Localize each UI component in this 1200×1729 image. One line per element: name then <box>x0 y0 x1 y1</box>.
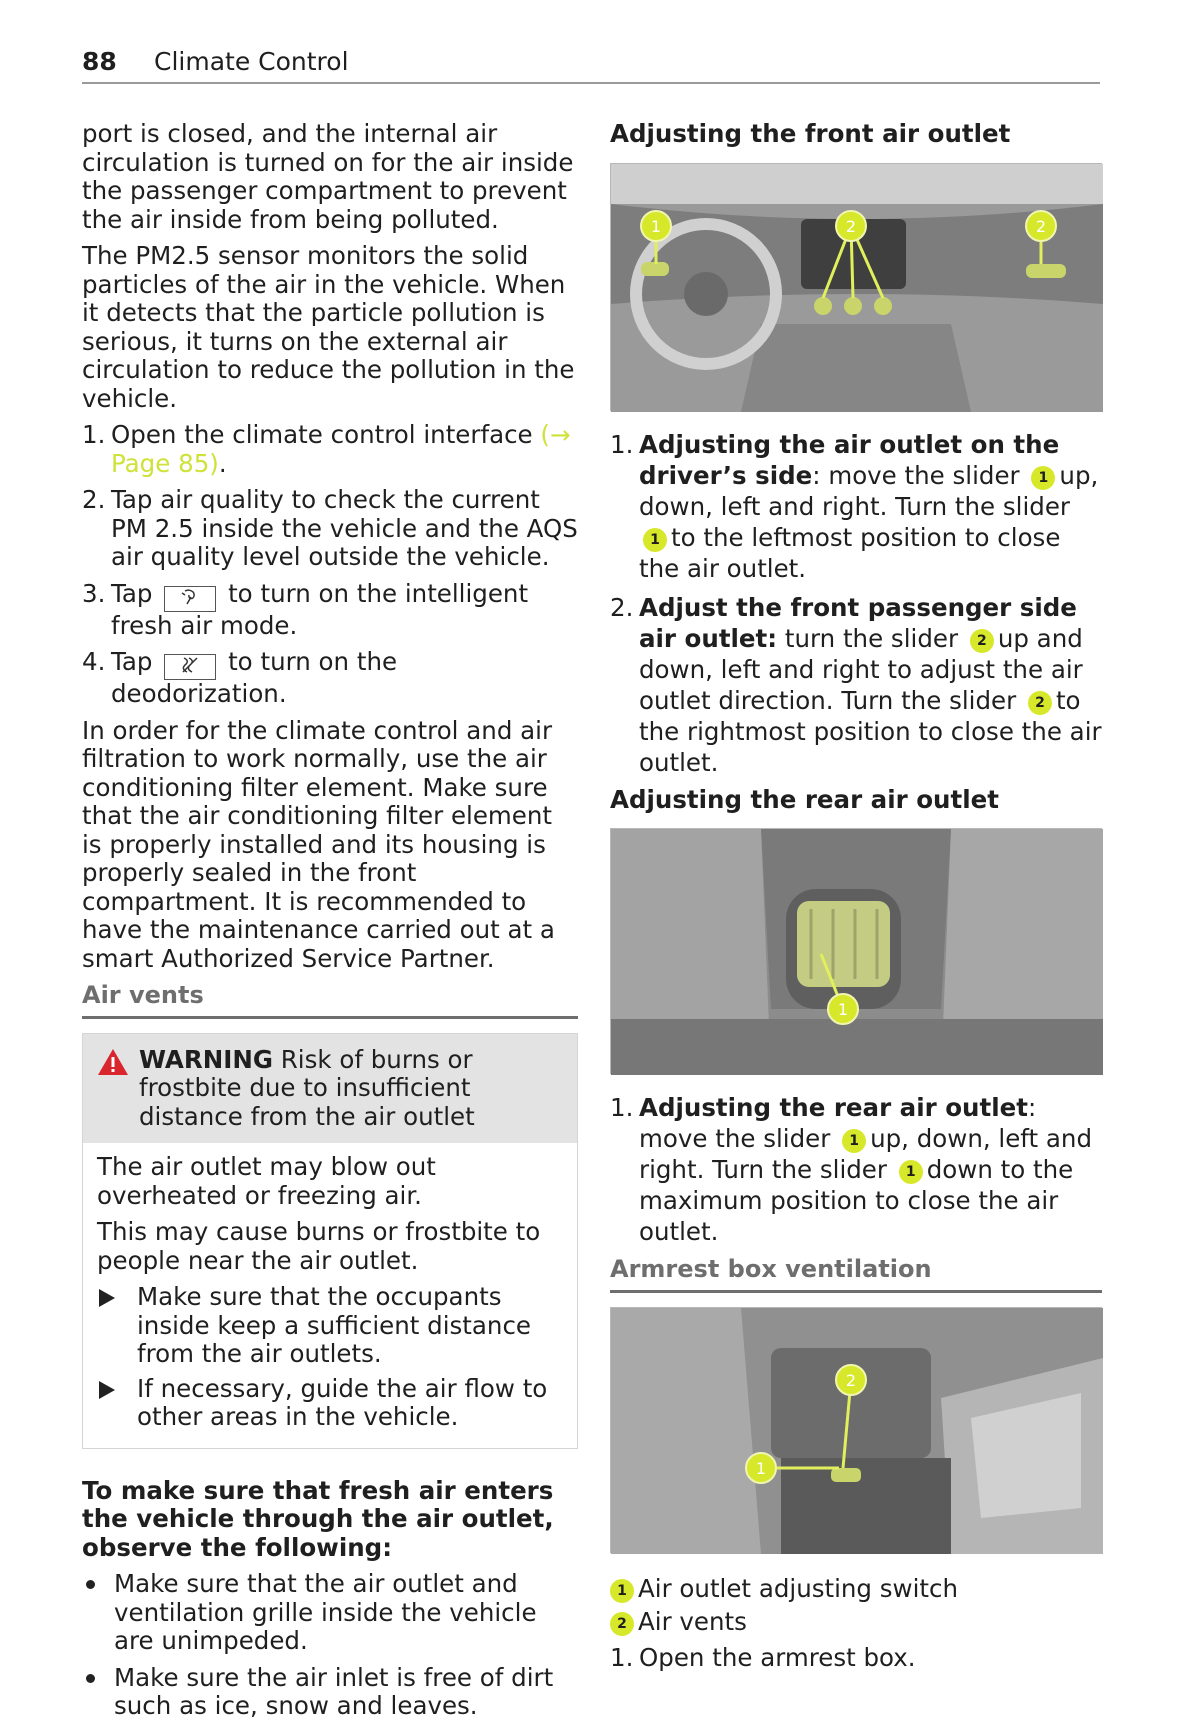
fresh-air-heading: To make sure that fresh air enters the vehicle through the air outlet, observe the following: <box>82 1475 554 1562</box>
step-number: 2. <box>82 485 106 514</box>
callout-label: 2 <box>1035 216 1047 236</box>
callout-label: 1 <box>650 216 662 236</box>
warning-title: Risk of burns or frostbite due to insufficient distance from the air outlet <box>139 1044 475 1131</box>
deodorization-icon[interactable] <box>164 654 216 680</box>
step-text: up, down, left and right. Turn the slider <box>639 460 1099 521</box>
step-text: Tap <box>111 647 153 676</box>
rear-outlet-steps <box>610 1092 1102 1247</box>
warning-body <box>83 1143 577 1448</box>
step-text-end: . <box>218 448 227 478</box>
step-text: up, down, left and right. Turn the slider <box>639 1124 1092 1184</box>
step-title: Adjusting the air outlet on the driver’s side <box>639 429 1060 490</box>
air-quality-steps <box>82 421 578 709</box>
step-text: : move the slider <box>812 460 1020 490</box>
page-link[interactable]: (→ Page 85) <box>111 420 571 478</box>
step-text: to the rightmost position to close the air outlet. <box>639 685 1102 777</box>
front-outlet-steps <box>610 429 1102 778</box>
step-number: 1. <box>610 429 634 459</box>
list-item <box>610 1642 1102 1673</box>
step-number: 4. <box>82 647 106 676</box>
section-title: Climate Control <box>154 47 349 76</box>
front-dashboard-illustration <box>611 164 1103 412</box>
callout-badge: 1 <box>610 1579 634 1603</box>
legend-item <box>610 1575 1102 1604</box>
callout-label: 1 <box>837 1000 849 1019</box>
step-text: turn the slider <box>777 623 959 653</box>
step-text: Open the climate control interface <box>111 420 541 449</box>
callout-badge: 1 <box>842 1129 866 1153</box>
warning-text: This may cause burns or frostbite to people near the air outlet. <box>97 1217 541 1275</box>
step-text: : move the slider <box>639 1093 1037 1153</box>
armrest-heading: Armrest box ventilation <box>610 1255 1102 1293</box>
list-item <box>610 429 1102 584</box>
rear-outlet-heading: Adjusting the rear air outlet <box>610 784 999 814</box>
step-text: up and down, left and right to adjust the air outlet direction. Turn the slider <box>639 623 1083 715</box>
figure-legend <box>610 1575 1102 1637</box>
step-title: Adjust the front passenger side air outlet: <box>639 592 1077 653</box>
warning-triangle-icon <box>97 1048 129 1083</box>
list-item <box>82 580 578 641</box>
list-item <box>82 1570 578 1656</box>
bullet-text: Make sure that the air outlet and ventilation grille inside the vehicle are unimpeded. <box>114 1569 537 1655</box>
list-item <box>82 486 578 572</box>
right-column <box>610 120 1102 1681</box>
page-number: 88 <box>82 47 117 76</box>
callout-label: 2 <box>845 216 857 236</box>
front-outlet-heading: Adjusting the front air outlet <box>610 119 1011 148</box>
warning-actions <box>97 1283 563 1432</box>
bullet-icon <box>86 1580 95 1589</box>
callout-badge: 2 <box>1028 691 1052 715</box>
step-number: 3. <box>82 578 106 608</box>
bullet-text: Make sure the air inlet is free of dirt such as ice, snow and leaves. <box>114 1662 554 1720</box>
page-header <box>82 44 1100 84</box>
step-number: 1. <box>610 1642 634 1672</box>
step-text: Open the armrest box. <box>639 1642 916 1672</box>
front-dashboard-figure <box>610 163 1102 411</box>
armrest-illustration <box>611 1308 1103 1554</box>
list-item <box>82 1664 578 1721</box>
rear-outlet-illustration <box>611 829 1103 1075</box>
legend-text: Air vents <box>638 1607 747 1636</box>
armrest-steps <box>610 1642 1102 1673</box>
step-number: 1. <box>610 1093 634 1122</box>
callout-label: 2 <box>845 1370 857 1390</box>
step-text: Tap air quality to check the current PM 2.5 inside the vehicle and the AQS air quality level outside the vehicle. <box>111 485 578 571</box>
step-number: 1. <box>82 420 106 449</box>
arrow-bullet-icon <box>99 1289 115 1307</box>
fresh-air-mode-icon[interactable] <box>164 586 216 612</box>
fresh-air-bullets <box>82 1570 578 1721</box>
callout-badge: 1 <box>899 1160 923 1184</box>
warning-text: The air outlet may blow out overheated or freezing air. <box>97 1152 436 1210</box>
list-item <box>610 592 1102 778</box>
list-item <box>97 1375 563 1432</box>
list-item <box>82 421 578 478</box>
step-text: down to the maximum position to close the air outlet. <box>639 1155 1074 1246</box>
rear-outlet-figure <box>610 828 1102 1074</box>
callout-badge: 1 <box>643 528 667 552</box>
paragraph-recirculation: port is closed, and the internal air circulation is turned on for the air inside the passenger compartment to prevent the air inside from being polluted. <box>82 119 574 234</box>
step-number: 2. <box>610 592 634 622</box>
arrow-bullet-icon <box>99 1381 115 1399</box>
bullet-icon <box>86 1674 95 1683</box>
armrest-figure <box>610 1307 1102 1553</box>
air-vents-heading: Air vents <box>82 981 578 1019</box>
step-text: to turn on the deodorization. <box>111 647 398 708</box>
step-text: to the leftmost position to close the air outlet. <box>639 522 1061 583</box>
paragraph-filter: In order for the climate control and air filtration to work normally, use the air conditioning filter element. Make sure that the air conditioning filter element is properly installed and its housing is properly sealed in the front compartment. It is recommended to have the maintenance carried out at a smart Authorized Service Partner. <box>82 715 555 973</box>
warning-label: WARNING <box>139 1044 273 1074</box>
step-title: Adjusting the rear air outlet <box>639 1093 1028 1122</box>
callout-badge: 1 <box>1031 466 1055 490</box>
list-item <box>82 648 578 709</box>
legend-item <box>610 1608 1102 1637</box>
callout-badge: 2 <box>610 1612 634 1636</box>
callout-badge: 2 <box>970 629 994 653</box>
warning-header <box>83 1034 577 1144</box>
callout-label: 1 <box>755 1458 767 1478</box>
legend-text: Air outlet adjusting switch <box>638 1573 958 1603</box>
paragraph-pm25-sensor: The PM2.5 sensor monitors the solid particles of the air in the vehicle. When it detects that the particle pollution is serious, it turns on the external air circulation to reduce the pollution in the vehicle. <box>82 241 575 413</box>
action-text: If necessary, guide the air flow to other areas in the vehicle. <box>137 1373 548 1431</box>
step-text: Tap <box>111 578 153 608</box>
list-item <box>97 1283 563 1369</box>
list-item <box>610 1092 1102 1247</box>
action-text: Make sure that the occupants inside keep a sufficient distance from the air outlets. <box>137 1282 531 1368</box>
left-column <box>82 120 578 1729</box>
step-text: to turn on the intelligent fresh air mode. <box>111 578 529 640</box>
warning-box <box>82 1033 578 1449</box>
